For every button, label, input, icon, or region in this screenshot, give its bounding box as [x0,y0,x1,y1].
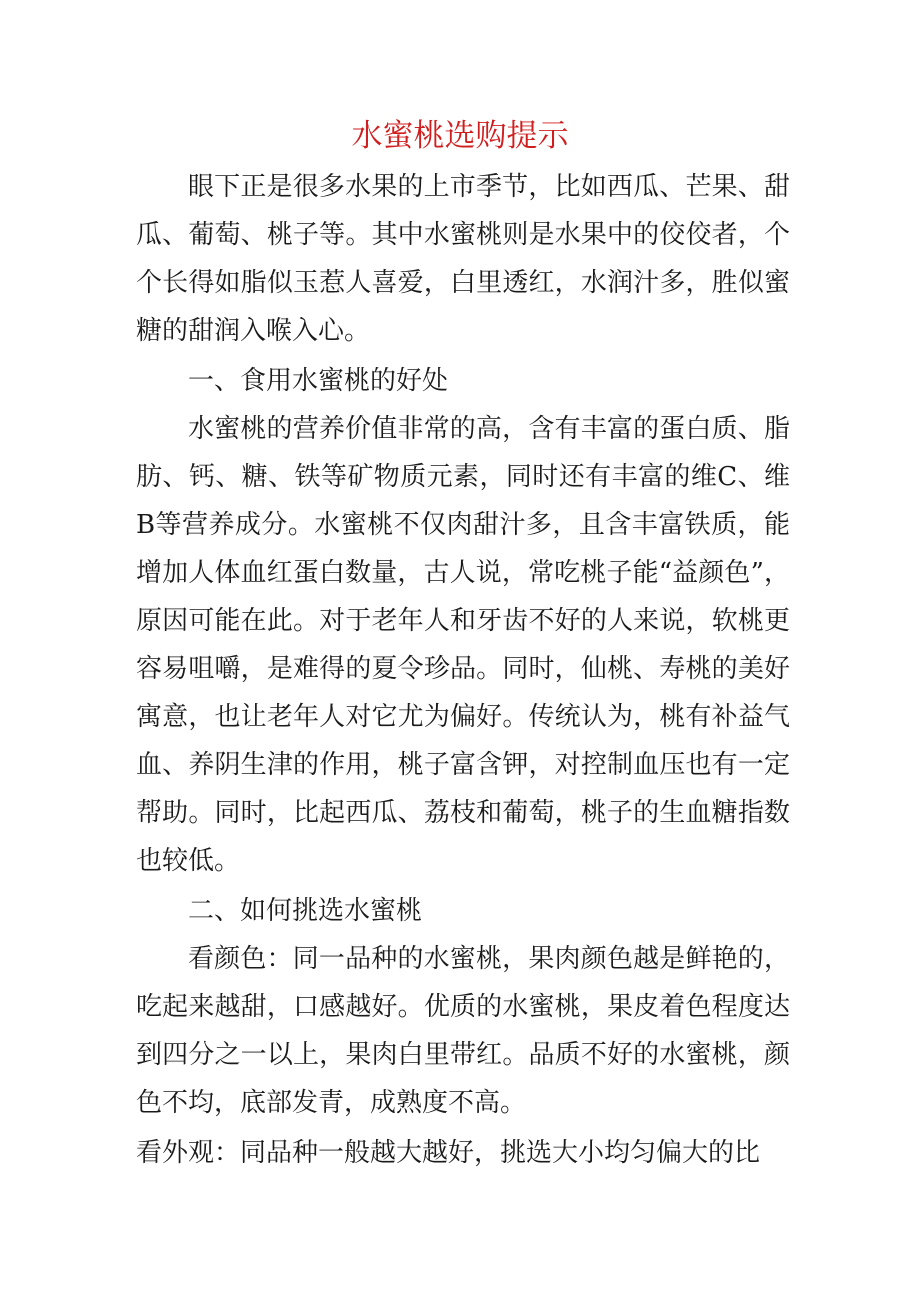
section1-heading: 一、食用水蜜桃的好处 [188,366,449,396]
appearance-tip-paragraph: 看外观：同品种一般越大越好，挑选大小均匀偏大的比 [136,1138,761,1168]
intro-paragraph: 眼下正是很多水果的上市季节，比如西瓜、芒果、甜瓜、葡萄、桃子等。其中水蜜桃则是水果中的佼佼者，个个长得如脂似玉惹人喜爱，白里透红，水润汁多，胜似蜜糖的甜润入喉入心。 [136,172,790,346]
document-title: 水蜜桃选购提示 [351,118,569,154]
section2-heading: 二、如何挑选水蜜桃 [188,896,423,926]
section1-paragraph: 水蜜桃的营养价值非常的高，含有丰富的蛋白质、脂肪、钙、糖、铁等矿物质元素，同时还有丰富的维C、维B等营养成分。水蜜桃不仅肉甜汁多，且含丰富铁质，能增加人体血红蛋白数量，古人说，常吃桃子能“益颜色”，原因可能在此。对于老年人和牙齿不好的人来说，软桃更容易咀嚼，是难得的夏令珍品。同时，仙桃、寿桃的美好寓意，也让老年人对它尤为偏好。传统认为，桃有补益气血、养阴生津的作用，桃子富含钾，对控制血压也有一定帮助。同时，比起西瓜、荔枝和葡萄，桃子的生血糖指数也较低。 [136,414,790,876]
color-tip-paragraph: 看颜色：同一品种的水蜜桃，果肉颜色越是鲜艳的，吃起来越甜，口感越好。优质的水蜜桃，果皮着色程度达到四分之一以上，果肉白里带红。品质不好的水蜜桃，颜色不均，底部发青，成熟度不高。 [136,944,790,1118]
